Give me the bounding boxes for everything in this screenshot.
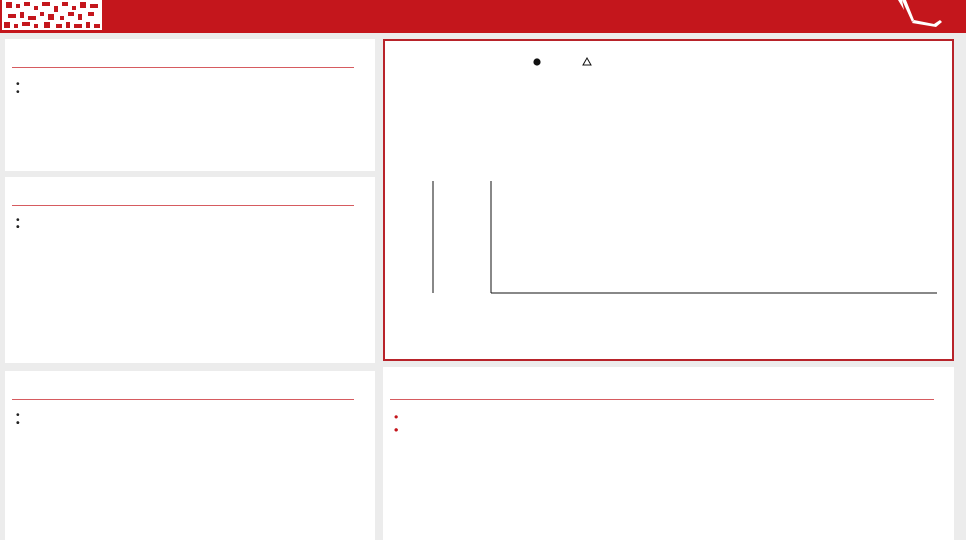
introduction-panel [5,39,375,171]
results-panel [5,371,375,540]
methods-rule [12,205,354,206]
methods-panel [5,177,375,363]
legend-yos-marker [533,58,540,65]
university-logo [884,0,944,28]
legend-ads-marker [583,58,591,65]
vo2-chart [491,53,951,163]
vo2-plot-area [491,53,951,163]
timeloss-chart [433,181,937,293]
results-rule [12,399,354,400]
practical-bullets [392,409,940,422]
introduction-bullets [14,79,366,87]
figure-panel [383,39,954,361]
practical-panel [383,367,954,540]
practical-rule [390,399,934,400]
header-banner [0,0,966,33]
results-bullets [14,410,368,418]
qr-code [2,0,102,30]
qr-code-icon [2,0,102,30]
methods-bullets [14,215,368,222]
figure-svg [385,41,952,346]
introduction-rule [12,67,354,68]
